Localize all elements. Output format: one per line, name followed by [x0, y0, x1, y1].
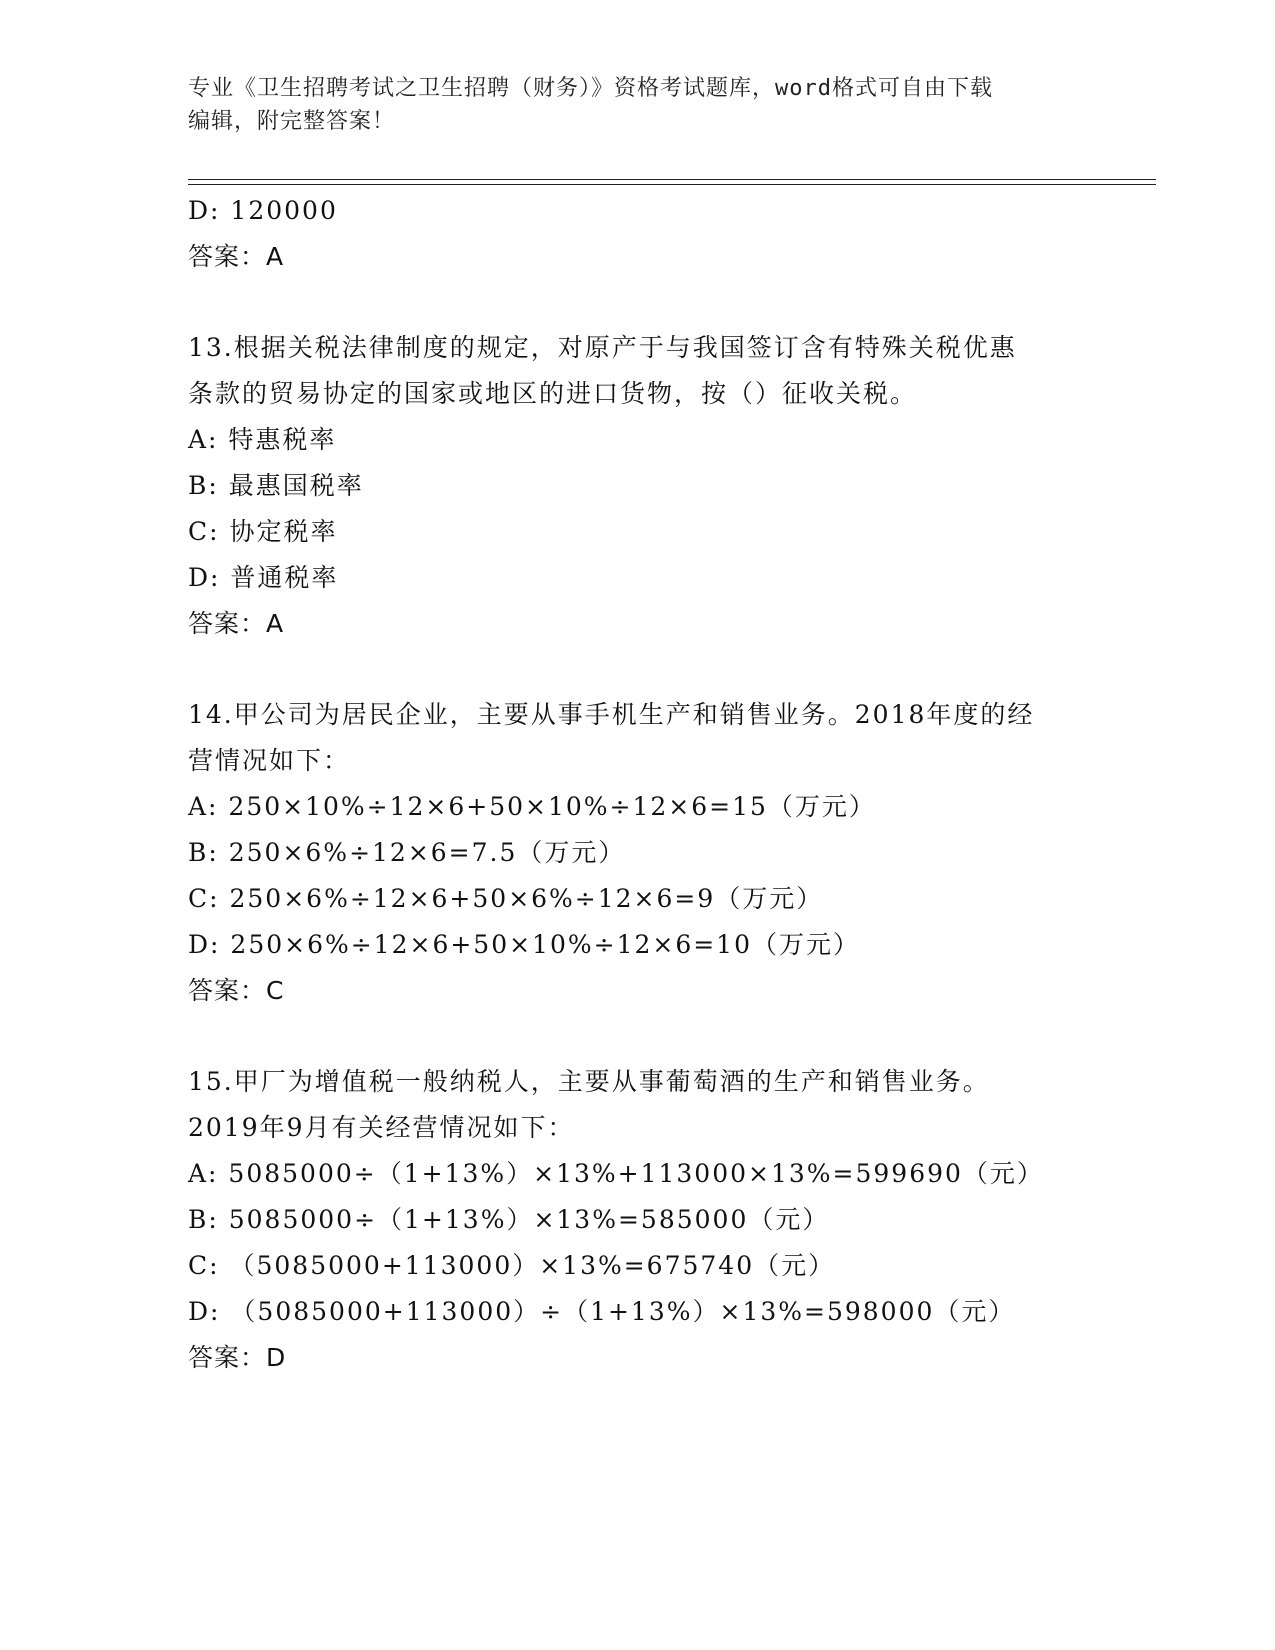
option-c: C: 协定税率: [188, 517, 338, 546]
question-text: 营情况如下：: [188, 746, 351, 775]
option-c: C: 250×6%÷12×6+50×6%÷12×6=9（万元）: [188, 884, 824, 913]
question-15: [188, 1059, 1088, 1381]
question-text: 2019年9月有关经营情况如下：: [188, 1113, 575, 1142]
question-text: 条款的贸易协定的国家或地区的进口货物，按（）征收关税。: [188, 379, 918, 408]
option-a: A: 5085000÷（1+13%）×13%+113000×13%=599690（元）: [188, 1159, 1044, 1188]
option-d: D: 普通税率: [188, 563, 339, 592]
question-content: [188, 188, 1088, 1381]
option-b: B: 最惠国税率: [188, 471, 364, 500]
answer: 答案：D: [188, 1343, 287, 1372]
option-a: A: 特惠税率: [188, 425, 337, 454]
option-d: D: 250×6%÷12×6+50×10%÷12×6=10（万元）: [188, 930, 860, 959]
header-rule-bottom: [188, 184, 1156, 185]
question-12-tail: [188, 188, 1088, 280]
answer: 答案：A: [188, 242, 285, 271]
option-d: D: 120000: [188, 196, 338, 225]
header-rule-top: [188, 179, 1156, 180]
option-d: D: （5085000+113000）÷（1+13%）×13%=598000（元）: [188, 1297, 1016, 1326]
option-c: C: （5085000+113000）×13%=675740（元）: [188, 1251, 836, 1280]
answer: 答案：A: [188, 609, 285, 638]
option-a: A: 250×10%÷12×6+50×10%÷12×6=15（万元）: [188, 792, 876, 821]
page-header: [188, 72, 1088, 138]
answer: 答案：C: [188, 976, 285, 1005]
question-text: 13.根据关税法律制度的规定，对原产于与我国签订含有特殊关税优惠: [188, 333, 1017, 362]
header-line-2: 编辑，附完整答案！: [188, 109, 396, 134]
question-text: 14.甲公司为居民企业，主要从事手机生产和销售业务。2018年度的经: [188, 700, 1035, 729]
option-b: B: 250×6%÷12×6=7.5（万元）: [188, 838, 626, 867]
question-text: 15.甲厂为增值税一般纳税人，主要从事葡萄酒的生产和销售业务。: [188, 1067, 990, 1096]
header-line-1: 专业《卫生招聘考试之卫生招聘（财务）》资格考试题库，word格式可自由下载: [188, 76, 993, 101]
question-14: [188, 692, 1088, 1014]
question-13: [188, 325, 1088, 647]
option-b: B: 5085000÷（1+13%）×13%=585000（元）: [188, 1205, 830, 1234]
